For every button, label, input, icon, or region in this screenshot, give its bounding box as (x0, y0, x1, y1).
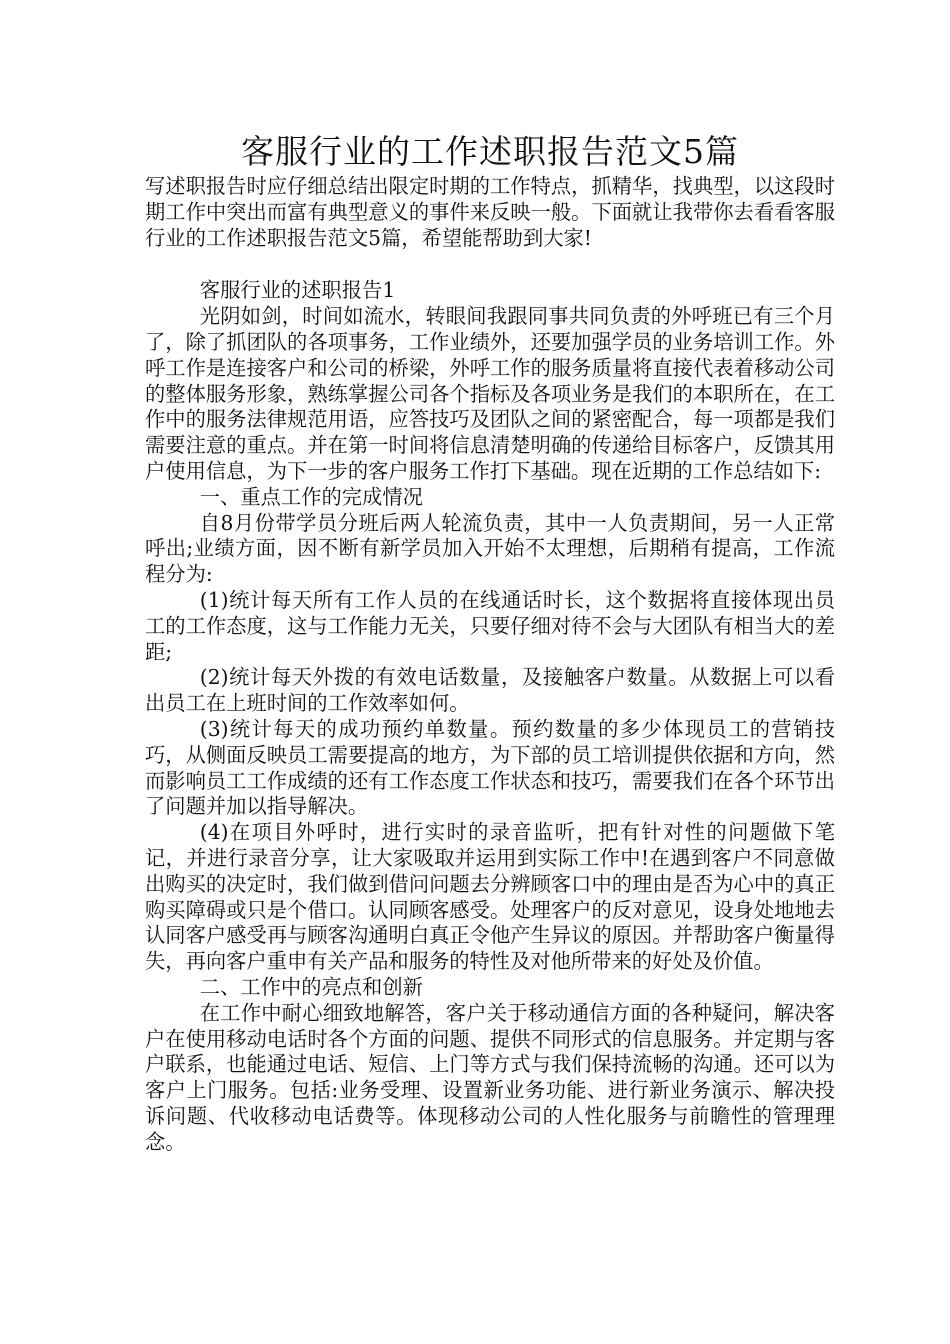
list-item-3: (3)统计每天的成功预约单数量。预约数量的多少体现员工的营销技巧，从侧面反映员工需要提高的地方，为下部的员工培训提供依据和方向，然而影响员工工作成绩的还有工作态度工作状态和技巧，需要我们在各个环节出了问题并加以指导解决。 (145, 716, 835, 819)
section-heading: 客服行业的述职报告1 (199, 278, 396, 303)
subheading-1: 一、重点工作的完成情况 (199, 484, 423, 509)
body-paragraph: 光阴如剑，时间如流水，转眼间我跟同事共同负责的外呼班已有三个月了，除了抓团队的各项事务，工作业绩外，还要加强学员的业务培训工作。外呼工作是连接客户和公司的桥梁，外呼工作的服务质量将直接代表着移动公司的整体服务形象，熟练掌握公司各个指标及各项业务是我们的本职所在，在工作中的服务法律规范用语，应答技巧及团队之间的紧密配合，每一项都是我们需要注意的重点。并在第一时间将信息清楚明确的传递给目标客户，反馈其用户使用信息，为下一步的客户服务工作打下基础。现在近期的工作总结如下: (145, 304, 835, 483)
list-item-2: (2)统计每天外拨的有效电话数量，及接触客户数量。从数据上可以看出员工在上班时间的工作效率如何。 (145, 665, 835, 716)
document-page (145, 132, 835, 1155)
blank-line (145, 251, 835, 278)
intro-paragraph: 写述职报告时应仔细总结出限定时期的工作特点，抓精华，找典型，以这段时期工作中突出而富有典型意义的事件来反映一般。下面就让我带你去看看客服行业的工作述职报告范文5篇，希望能帮助到大家! (145, 174, 835, 250)
document-title: 客服行业的工作述职报告范文5篇 (241, 132, 739, 171)
subheading-2: 二、工作中的亮点和创新 (199, 974, 423, 999)
list-item-4: (4)在项目外呼时，进行实时的录音监听，把有针对性的问题做下笔记，并进行录音分享，让大家吸取并运用到实际工作中!在遇到客户不同意做出购买的决定时，我们做到借问问题去分辨顾客口中的理由是否为心中的真正购买障碍或只是个借口。认同顾客感受。处理客户的反对意见，设身处地地去认同客户感受再与顾客沟通明白真正令他产生异议的原因。并帮助客户衡量得失，再向客户重申有关产品和服务的特性及对他所带来的好处及价值。 (145, 820, 835, 974)
list-item-1: (1)统计每天所有工作人员的在线通话时长，这个数据将直接体现出员工的工作态度，这与工作能力无关，只要仔细对待不会与大团队有相当大的差距; (145, 587, 835, 664)
body-paragraph: 自8月份带学员分班后两人轮流负责，其中一人负责期间，另一人正常呼出;业绩方面，因不断有新学员加入开始不太理想，后期稍有提高，工作流程分为: (145, 510, 835, 587)
body-paragraph: 在工作中耐心细致地解答，客户关于移动通信方面的各种疑问，解决客户在使用移动电话时各个方面的问题、提供不同形式的信息服务。并定期与客户联系，也能通过电话、短信、上门等方式与我们保持流畅的沟通。还可以为客户上门服务。包括:业务受理、设置新业务功能、进行新业务演示、解决投诉问题、代收移动电话费等。体现移动公司的人性化服务与前瞻性的管理理念。 (145, 1000, 835, 1154)
